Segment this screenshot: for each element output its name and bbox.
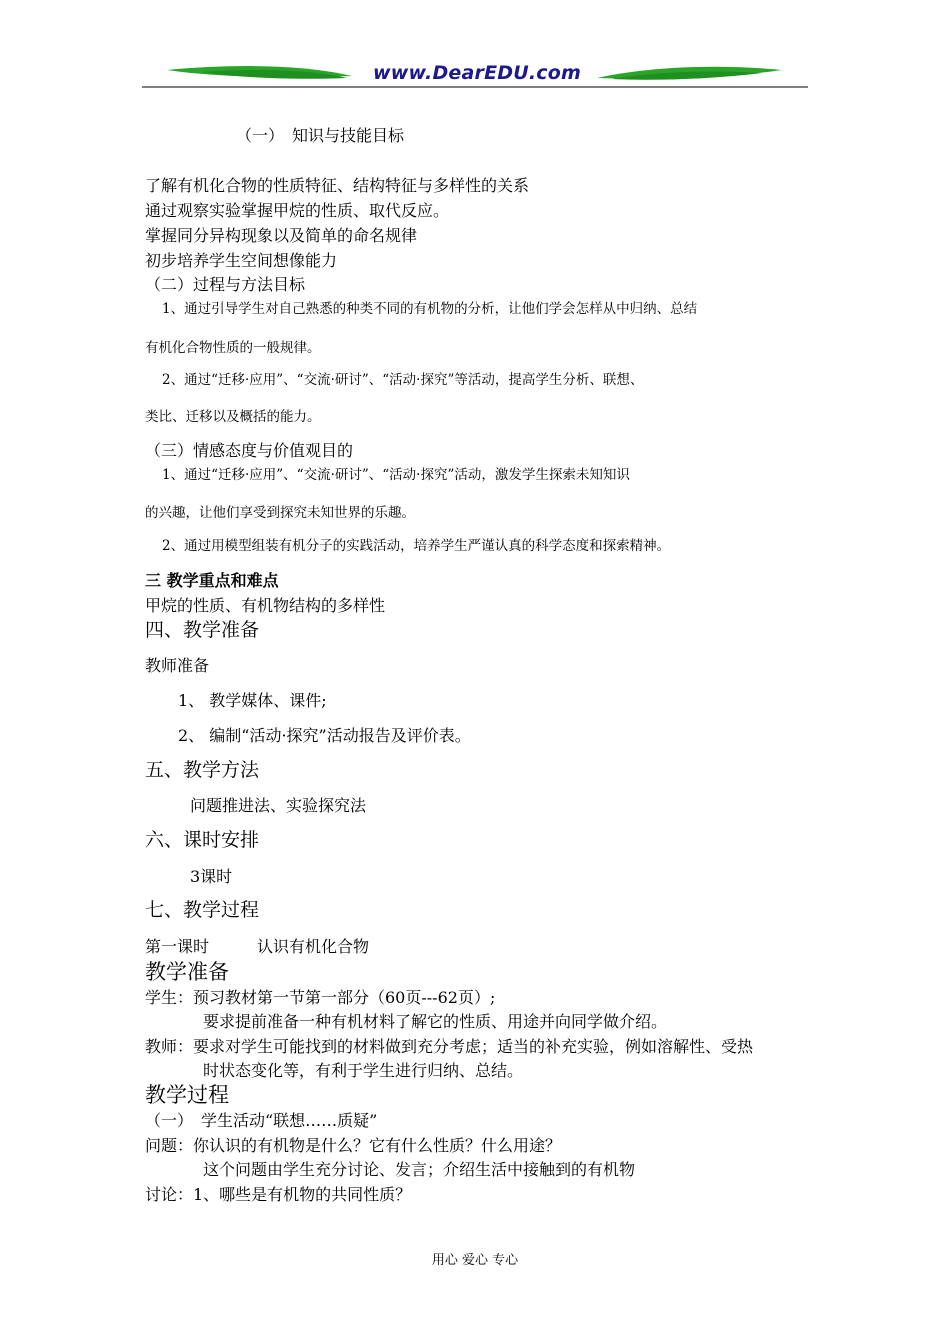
list-item: 2、 编制“活动·探究”活动报告及评价表。 xyxy=(178,726,471,745)
text-line: 了解有机化合物的性质特征、结构特征与多样性的关系 xyxy=(145,176,530,195)
text-line: 通过观察实验掌握甲烷的性质、取代反应。 xyxy=(145,201,450,220)
text-line: 掌握同分异构现象以及简单的命名规律 xyxy=(145,226,418,245)
text-line: 1、通过“迁移·应用”、“交流·研讨”、“活动·探究”活动，激发学生探索未知知识 xyxy=(162,467,630,483)
text-line: 的兴趣，让他们享受到探究未知世界的乐趣。 xyxy=(145,505,415,521)
text-line: 讨论：1、哪些是有机物的共同性质？ xyxy=(145,1185,412,1204)
text-line: 问题：你认识的有机物是什么？它有什么性质？什么用途？ xyxy=(145,1136,562,1155)
text-line: 3课时 xyxy=(190,867,233,886)
site-url: www.DearEDU.com xyxy=(372,62,582,84)
text-line: 教师：要求对学生可能找到的材料做到充分考虑；适当的补充实验，例如溶解性、受热 xyxy=(145,1037,754,1056)
text-line: 教师准备 xyxy=(145,656,210,675)
text-line: 学生：预习教材第一节第一部分（60页---62页）; xyxy=(145,988,496,1007)
text-line: 甲烷的性质、有机物结构的多样性 xyxy=(145,596,386,615)
subheading-process: 教学过程 xyxy=(145,1083,229,1107)
list-item: 1、 教学媒体、课件; xyxy=(178,691,327,710)
section-heading-preparation: 四、教学准备 xyxy=(145,619,260,641)
text-line: 问题推进法、实验探究法 xyxy=(190,796,367,815)
section-heading-3: （三）情感态度与价值观目的 xyxy=(145,441,354,460)
page-footer: 用心 爱心 专心 xyxy=(431,1253,519,1268)
text-line: 要求提前准备一种有机材料了解它的性质、用途并向同学做介绍。 xyxy=(203,1012,668,1031)
site-header-banner xyxy=(142,58,808,92)
text-line: （一） 学生活动“联想……质疑” xyxy=(145,1111,378,1130)
text-line: 时状态变化等，有利于学生进行归纳、总结。 xyxy=(203,1061,524,1080)
subheading-preparation: 教学准备 xyxy=(145,960,229,984)
text-line: 类比、迁移以及概括的能力。 xyxy=(145,409,321,425)
text-line: 这个问题由学生充分讨论、发言；介绍生活中接触到的有机物 xyxy=(203,1160,636,1179)
section-heading-method: 五、教学方法 xyxy=(145,759,260,781)
text-line: 2、通过用模型组装有机分子的实践活动，培养学生严谨认真的科学态度和探索精神。 xyxy=(162,538,671,554)
text-line: 1、通过引导学生对自己熟悉的种类不同的有机物的分析，让他们学会怎样从中归纳、总结 xyxy=(162,301,698,317)
section-heading-1: （一） 知识与技能目标 xyxy=(236,126,405,145)
text-line: 有机化合物性质的一般规律。 xyxy=(145,340,321,356)
text-line: 2、通过“迁移·应用”、“交流·研讨”、“活动·探究”等活动，提高学生分析、联想、 xyxy=(162,372,644,388)
text-line: 初步培养学生空间想像能力 xyxy=(145,251,338,270)
section-heading-process: 七、教学过程 xyxy=(145,899,260,921)
section-heading-schedule: 六、课时安排 xyxy=(145,829,260,851)
section-heading-2: （二）过程与方法目标 xyxy=(145,275,306,294)
section-heading-key-points: 三 教学重点和难点 xyxy=(145,571,279,590)
lesson-title: 第一课时 认识有机化合物 xyxy=(145,937,370,956)
